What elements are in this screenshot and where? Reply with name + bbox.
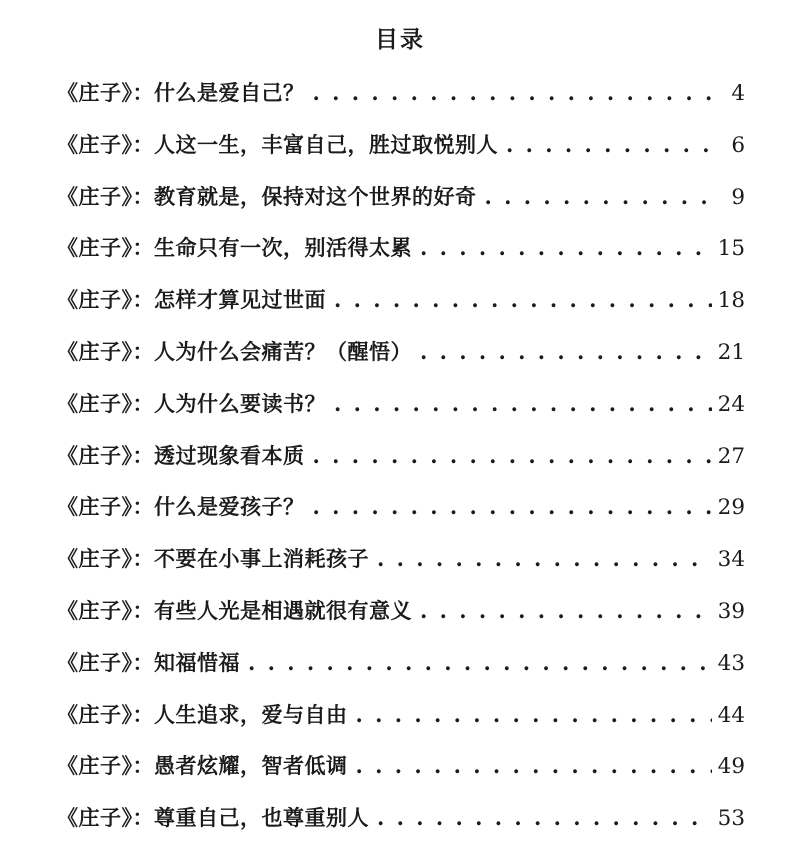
page-number: 21 [717, 339, 745, 365]
dot-leader [377, 546, 712, 571]
toc-entry[interactable] [57, 533, 745, 585]
page-number: 9 [731, 184, 745, 210]
entry-label: 《庄子》：生命只有一次，别活得太累 [57, 235, 412, 261]
page-number: 4 [731, 81, 745, 106]
toc-entry[interactable] [57, 378, 745, 430]
dot-leader [420, 339, 712, 364]
toc-entry[interactable] [57, 326, 745, 378]
toc-entry[interactable] [57, 585, 745, 637]
entry-label: 《庄子》：人生追求，爱与自由 [57, 701, 348, 727]
page-number: 27 [717, 443, 745, 469]
dot-leader [420, 598, 712, 623]
dot-leader [356, 753, 712, 778]
dot-leader [506, 132, 713, 157]
toc-entry[interactable] [57, 119, 745, 171]
page-number: 6 [731, 132, 745, 158]
page-title: 目录 [375, 26, 425, 53]
entry-label: 《庄子》：教育就是，保持对这个世界的好奇 [57, 183, 477, 209]
toc-entry[interactable] [57, 792, 745, 844]
toc-entry[interactable] [57, 171, 745, 223]
page-number: 34 [717, 547, 745, 573]
page-number: 15 [717, 236, 745, 262]
toc-list [0, 67, 800, 844]
entry-label: 《庄子》：什么是爱孩子？ [57, 494, 305, 520]
toc-entry[interactable] [57, 222, 745, 274]
dot-leader [313, 494, 712, 519]
toc-entry[interactable] [57, 481, 745, 533]
page-number: 44 [717, 702, 745, 728]
dot-leader [377, 805, 712, 830]
dot-leader [313, 80, 714, 105]
toc-entry[interactable] [57, 637, 745, 689]
dot-leader [248, 650, 712, 675]
dot-leader [485, 184, 714, 209]
page-number: 53 [717, 806, 745, 832]
page-number: 39 [717, 598, 745, 624]
dot-leader [334, 287, 712, 312]
entry-label: 《庄子》：怎样才算见过世面 [57, 287, 326, 313]
dot-leader [313, 443, 712, 468]
entry-label: 《庄子》：愚者炫耀，智者低调 [57, 753, 348, 779]
page-number: 24 [717, 391, 745, 417]
page-number: 43 [717, 650, 745, 676]
entry-label: 《庄子》：透过现象看本质 [57, 442, 305, 468]
dot-leader [420, 235, 712, 260]
page-number: 18 [717, 288, 745, 314]
toc-entry[interactable] [57, 67, 745, 119]
entry-label: 《庄子》：人为什么会痛苦？（醒悟） [57, 338, 412, 364]
entry-label: 《庄子》：尊重自己，也尊重别人 [57, 805, 369, 831]
dot-leader [356, 702, 712, 727]
toc-entry[interactable] [57, 430, 745, 482]
entry-label: 《庄子》：人这一生，丰富自己，胜过取悦别人 [57, 131, 498, 157]
entry-label: 《庄子》：不要在小事上消耗孩子 [57, 546, 369, 572]
toc-entry[interactable] [57, 274, 745, 326]
dot-leader [334, 391, 712, 416]
toc-entry[interactable] [57, 689, 745, 741]
page-number: 29 [717, 495, 745, 521]
toc-entry[interactable] [57, 740, 745, 792]
entry-label: 《庄子》：什么是爱自己？ [57, 80, 305, 105]
entry-label: 《庄子》：有些人光是相遇就很有意义 [57, 597, 412, 623]
page-number: 49 [717, 754, 745, 780]
entry-label: 《庄子》：人为什么要读书？ [57, 390, 326, 416]
entry-label: 《庄子》：知福惜福 [57, 649, 240, 675]
